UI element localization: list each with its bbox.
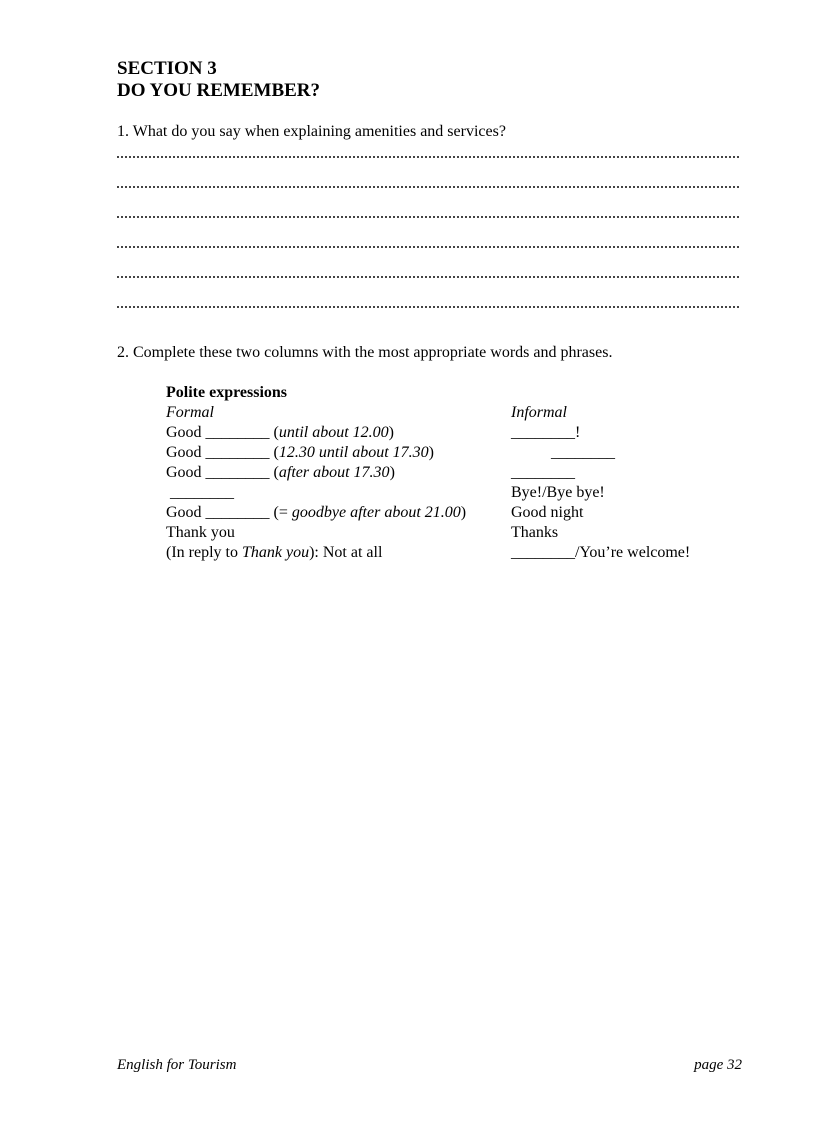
formal-expression: Good ________ (= goodbye after about 21.00) — [166, 504, 467, 521]
informal-expression: Bye!/Bye bye! — [511, 484, 605, 501]
answer-line[interactable] — [117, 186, 739, 188]
table-title: Polite expressions — [166, 384, 288, 401]
informal-expression: Thanks — [511, 524, 559, 541]
question-2: 2. Complete these two columns with the most appropriate words and phrases. — [117, 344, 613, 361]
answer-line[interactable] — [117, 306, 739, 308]
section-heading — [117, 58, 320, 102]
table-row — [166, 423, 766, 443]
formal-expression: Good ________ (12.30 until about 17.30) — [166, 444, 434, 461]
footer-book-title: English for Tourism — [117, 1057, 237, 1073]
table-row — [166, 543, 766, 563]
section-number: SECTION 3 — [117, 58, 217, 79]
formal-expression: Good ________ (until about 12.00) — [166, 424, 394, 441]
answer-line[interactable] — [117, 276, 739, 278]
informal-expression: ________ — [511, 444, 615, 461]
formal-expression: Thank you — [166, 524, 235, 541]
informal-expression: ________ — [511, 464, 575, 481]
table-row — [166, 443, 766, 463]
answer-line[interactable] — [117, 216, 739, 218]
formal-expression: Good ________ (after about 17.30) — [166, 464, 395, 481]
informal-expression: ________! — [511, 424, 581, 441]
table-row — [166, 483, 766, 503]
informal-header: Informal — [511, 404, 567, 421]
question-1: 1. What do you say when explaining amenities and services? — [117, 123, 506, 140]
table-row — [166, 523, 766, 543]
informal-expression: Good night — [511, 504, 584, 521]
table-row — [166, 503, 766, 523]
formal-expression: (In reply to Thank you): Not at all — [166, 544, 383, 561]
table-row — [166, 463, 766, 483]
formal-expression: ________ — [166, 484, 234, 501]
informal-expression: ________/You’re welcome! — [511, 544, 691, 561]
formal-header: Formal — [166, 404, 214, 421]
answer-line[interactable] — [117, 246, 739, 248]
footer-page-number: page 32 — [694, 1057, 742, 1073]
table-header-row — [166, 403, 766, 423]
section-title: DO YOU REMEMBER? — [117, 80, 321, 101]
answer-line[interactable] — [117, 156, 739, 158]
